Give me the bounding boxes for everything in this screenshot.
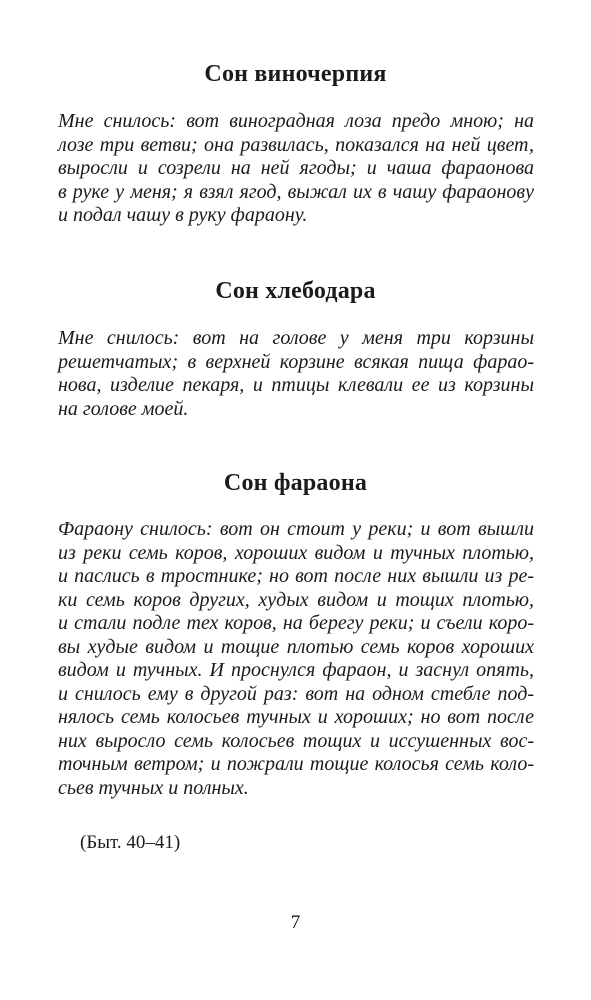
text-line: из реки семь коров, хороших видом и тучных плотью, xyxy=(58,541,534,564)
text-line: и снилось ему в другой раз: вот на одном стебле под- xyxy=(58,682,534,705)
text-line: и паслись в тростнике; но вот после них вышли из ре- xyxy=(58,565,534,587)
page-number: 7 xyxy=(290,912,301,933)
text-line: вы худые видом и тощие плотью семь коров хороших xyxy=(58,635,534,658)
section-text-pharaoh-dream xyxy=(58,518,534,800)
text-line: выросли и созрели на ней ягоды; и чаша фараонова xyxy=(58,157,534,179)
section-title-cupbearer-dream: Сон виночерпия xyxy=(204,61,387,87)
section-text-baker-dream xyxy=(58,327,534,421)
text-line: и стали подле тех коров, на берегу реки; и съели коро- xyxy=(58,612,534,634)
text-line: лозе три ветви; она развилась, показался на ней цвет, xyxy=(58,133,534,156)
text-line: решетчатых; в верхней корзине всякая пища фарао- xyxy=(58,350,534,373)
text-line: Фараону снилось: вот он стоит у реки; и вот вышли xyxy=(58,518,534,540)
text-line: в руке у меня; я взял ягод, выжал их в чашу фараонову xyxy=(58,180,534,203)
text-line: видом и тучных. И проснулся фараон, и заснул опять, xyxy=(58,659,534,681)
text-line: сьев тучных и полных. xyxy=(58,776,249,799)
text-line: них выросло семь колосьев тощих и иссушенных вос- xyxy=(58,729,534,752)
text-line: Мне снилось: вот на голове у меня три корзины xyxy=(58,327,534,349)
text-line: нялось семь колосьев тучных и хороших; но вот после xyxy=(58,706,534,728)
section-title-baker-dream: Сон хлебодара xyxy=(215,278,376,304)
text-line: на голове моей. xyxy=(58,397,189,420)
text-line: ки семь коров других, худых видом и тощих плотью, xyxy=(58,588,534,611)
section-text-cupbearer-dream xyxy=(58,110,534,228)
text-line: и подал чашу в руку фараону. xyxy=(58,204,308,226)
bible-citation: (Быт. 40–41) xyxy=(80,832,181,853)
section-title-pharaoh-dream: Сон фараона xyxy=(223,470,368,496)
text-line: точным ветром; и пожрали тощие колосья семь коло- xyxy=(58,753,534,775)
text-line: Мне снилось: вот виноградная лоза предо мною; на xyxy=(58,110,534,132)
text-line: нова, изделие пекаря, и птицы клевали ее из корзины xyxy=(58,374,534,396)
